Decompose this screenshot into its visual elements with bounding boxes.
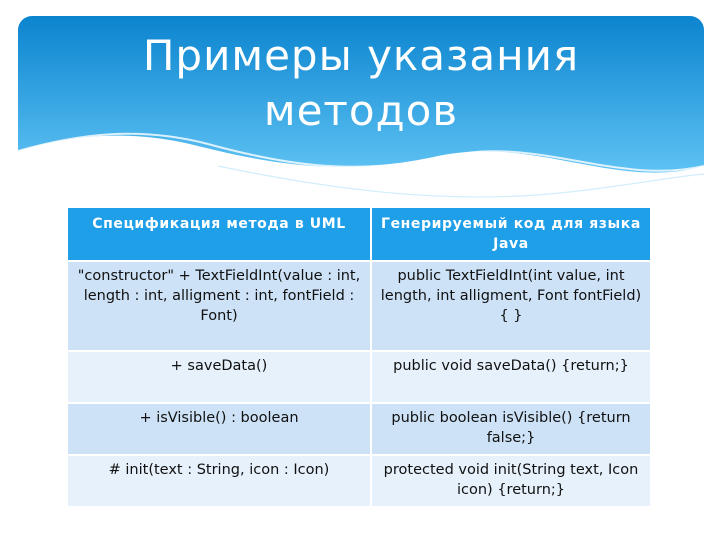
title-line-1: Примеры указания bbox=[142, 31, 580, 80]
slide-title bbox=[18, 28, 704, 138]
uml-cell: "constructor" + TextFieldInt(value : int, length : int, alligment : int, fontField : Font) bbox=[68, 262, 372, 352]
uml-cell: # init(text : String, icon : Icon) bbox=[68, 456, 372, 508]
table-row bbox=[68, 262, 652, 352]
table-row bbox=[68, 456, 652, 508]
table-row bbox=[68, 404, 652, 456]
table-row bbox=[68, 352, 652, 404]
java-cell: public boolean isVisible() {return false;} bbox=[372, 404, 652, 456]
java-cell: protected void init(String text, Icon icon) {return;} bbox=[372, 456, 652, 508]
header-java-code: Генерируемый код для языка Java bbox=[372, 208, 652, 262]
header-uml-spec: Спецификация метода в UML bbox=[68, 208, 372, 262]
methods-table bbox=[68, 208, 652, 508]
uml-cell: + saveData() bbox=[68, 352, 372, 404]
title-line-2: методов bbox=[263, 86, 459, 135]
java-cell: public TextFieldInt(int value, int length, int alligment, Font fontField) { } bbox=[372, 262, 652, 352]
table-header-row bbox=[68, 208, 652, 262]
uml-cell: + isVisible() : boolean bbox=[68, 404, 372, 456]
java-cell: public void saveData() {return;} bbox=[372, 352, 652, 404]
